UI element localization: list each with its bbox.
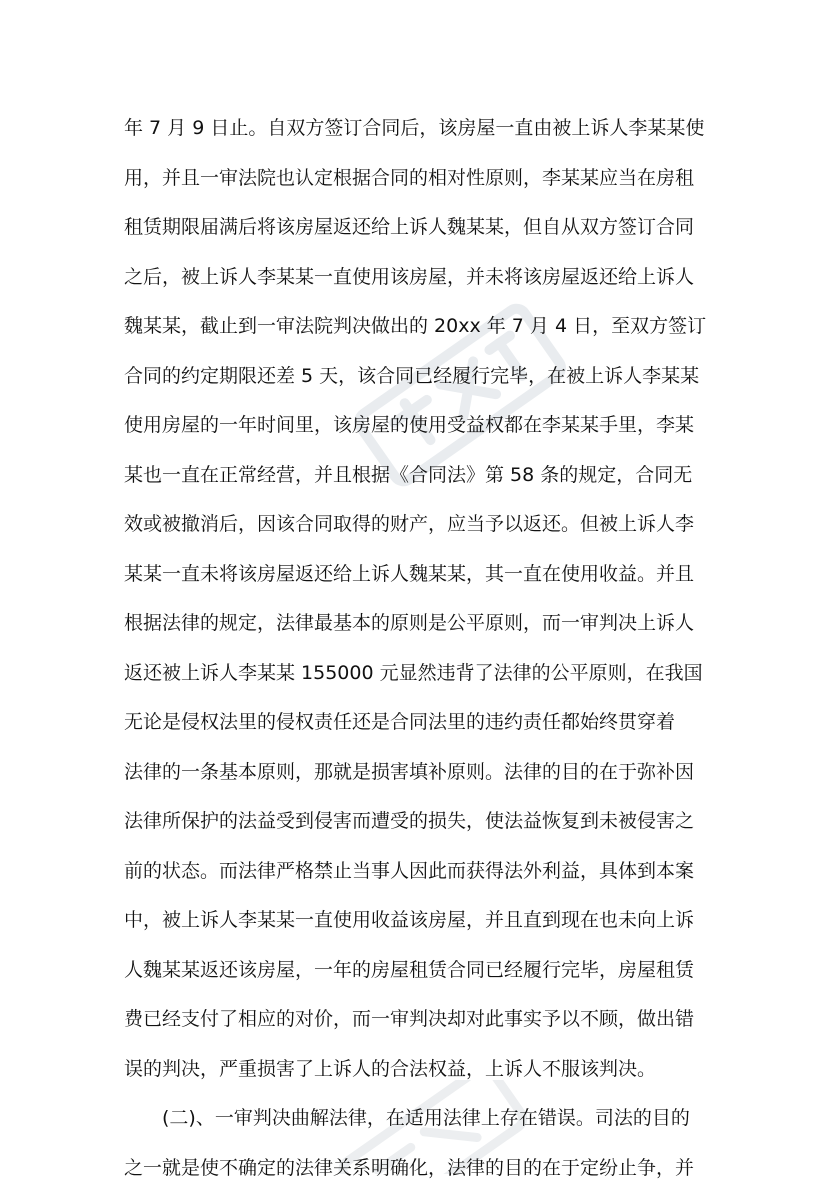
text-line: 无论是侵权法里的侵权责任还是合同法里的违约责任都始终贯穿着	[124, 698, 714, 748]
document-body	[124, 104, 714, 1193]
text-line: 法律所保护的法益受到侵害而遭受的损失，使法益恢复到未被侵害之	[124, 797, 714, 847]
text-line: 前的状态。而法律严格禁止当事人因此而获得法外利益，具体到本案	[124, 847, 714, 897]
text-line: 魏某某，截止到一审法院判决做出的 20xx 年 7 月 4 日，至双方签订	[124, 302, 714, 352]
text-line: 根据法律的规定，法律最基本的原则是公平原则，而一审判决上诉人	[124, 599, 714, 649]
text-line: 某也一直在正常经营，并且根据《合同法》第 58 条的规定，合同无	[124, 451, 714, 501]
text-line: 之后，被上诉人李某某一直使用该房屋，并未将该房屋返还给上诉人	[124, 253, 714, 303]
text-line: 人魏某某返还该房屋，一年的房屋租赁合同已经履行完毕，房屋租赁	[124, 946, 714, 996]
text-line: 年 7 月 9 日止。自双方签订合同后，该房屋一直由被上诉人李某某使	[124, 104, 714, 154]
text-line: 某某一直未将该房屋返还给上诉人魏某某，其一直在使用收益。并且	[124, 550, 714, 600]
text-line: 用，并且一审法院也认定根据合同的相对性原则，李某某应当在房租	[124, 154, 714, 204]
text-line: 租赁期限届满后将该房屋返还给上诉人魏某某，但自从双方签订合同	[124, 203, 714, 253]
text-line: 之一就是使不确定的法律关系明确化，法律的目的在于定纷止争，并	[124, 1144, 714, 1193]
text-line: 使用房屋的一年时间里，该房屋的使用受益权都在李某某手里，李某	[124, 401, 714, 451]
text-line: 效或被撤消后，因该合同取得的财产，应当予以返还。但被上诉人李	[124, 500, 714, 550]
text-line: 中，被上诉人李某某一直使用收益该房屋，并且直到现在也未向上诉	[124, 896, 714, 946]
text-line: 误的判决，严重损害了上诉人的合法权益，上诉人不服该判决。	[124, 1045, 714, 1095]
text-line: 法律的一条基本原则，那就是损害填补原则。法律的目的在于弥补因	[124, 748, 714, 798]
text-line: 合同的约定期限还差 5 天，该合同已经履行完毕，在被上诉人李某某	[124, 352, 714, 402]
text-line: 返还被上诉人李某某 155000 元显然违背了法律的公平原则，在我国	[124, 649, 714, 699]
text-line: 费已经支付了相应的对价，而一审判决却对此事实予以不顾，做出错	[124, 995, 714, 1045]
section-heading-line: (二)、一审判决曲解法律，在适用法律上存在错误。司法的目的	[124, 1094, 714, 1144]
